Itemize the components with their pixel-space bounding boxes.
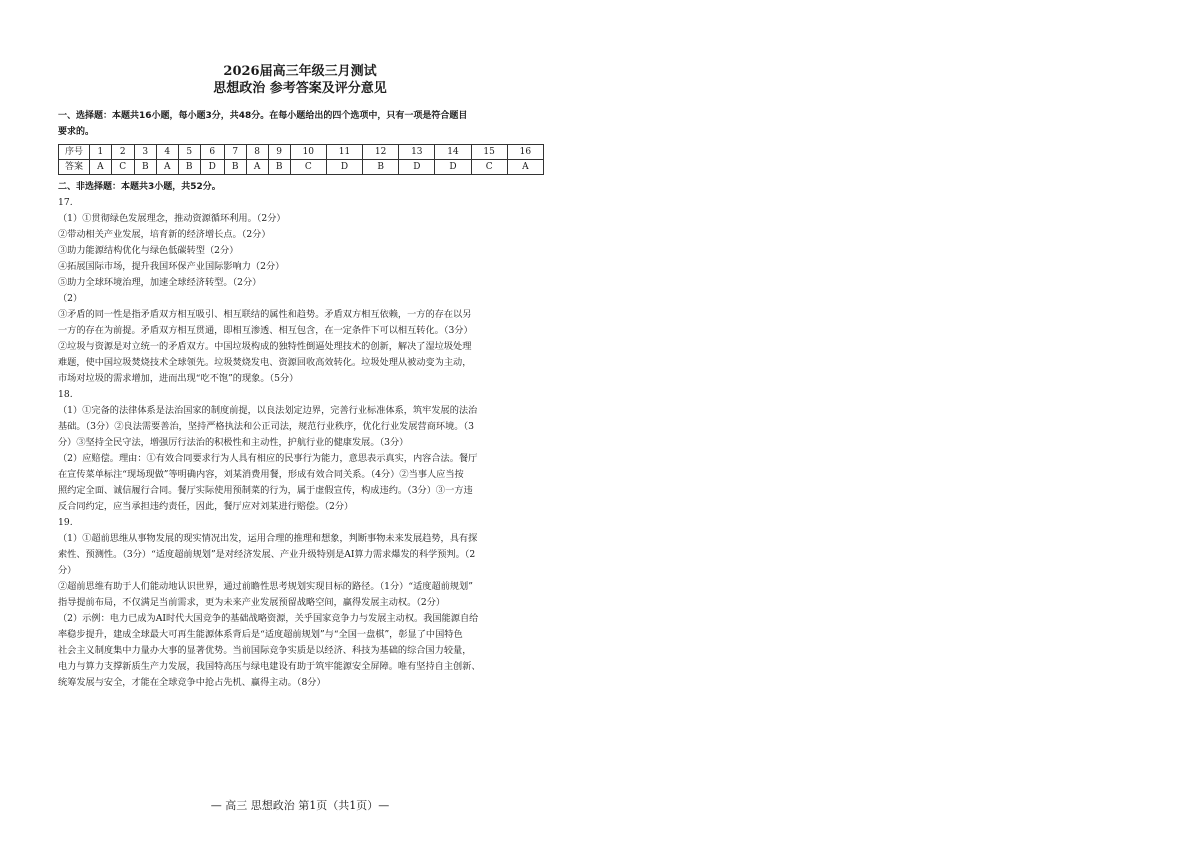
question-number: 8 bbox=[246, 145, 268, 160]
answer-line: ②带动相关产业发展，培育新的经济增长点。（2分） bbox=[58, 229, 271, 240]
row-label-number: 序号 bbox=[59, 145, 90, 160]
answer-line: （2）应赔偿。理由：①有效合同要求行为人具有相应的民事行为能力，意思表示真实，内容合法。餐厅 bbox=[58, 453, 478, 464]
question-number: 7 bbox=[224, 145, 246, 160]
answer-line: 照约定全面、诚信履行合同。餐厅实际使用预制菜的行为，属于虚假宣传，构成违约。（3分）③一方违 bbox=[58, 485, 473, 496]
answer-line: ④拓展国际市场，提升我国环保产业国际影响力（2分） bbox=[58, 261, 285, 272]
answer-content bbox=[58, 108, 546, 691]
answer-line: 社会主义制度集中力量办大事的显著优势。当前国际竞争实质是以经济、科技为基础的综合国力较量， bbox=[58, 645, 472, 656]
answer-line: 统筹发展与安全，才能在全球竞争中抢占先机、赢得主动。（8分） bbox=[58, 677, 326, 688]
answer-line: 在宣传菜单标注“现场现做”等明确内容，刘某消费用餐，形成有效合同关系。（4分）②当事人应当按 bbox=[58, 469, 464, 480]
answer-cell: A bbox=[156, 160, 178, 175]
question-number: 10 bbox=[290, 145, 326, 160]
question-number: 14 bbox=[435, 145, 471, 160]
question-number: 13 bbox=[399, 145, 435, 160]
answer-line: 分）③坚持全民守法，增强厉行法治的积极性和主动性，护航行业的健康发展。（3分） bbox=[58, 437, 409, 448]
answer-cell: B bbox=[268, 160, 290, 175]
answer-cell: A bbox=[507, 160, 543, 175]
question-number: 15 bbox=[471, 145, 507, 160]
question-number: 2 bbox=[111, 145, 134, 160]
row-label-answer: 答案 bbox=[59, 160, 90, 175]
section2-heading: 二、非选择题：本题共3小题，共52分。 bbox=[58, 182, 221, 192]
question-number: 3 bbox=[134, 145, 156, 160]
answer-line: 索性、预测性。（3分）“适度超前规划”是对经济发展、产业升级特别是AI算力需求爆发的科学预判。（2 bbox=[58, 549, 476, 560]
answer-line: ②超前思维有助于人们能动地认识世界，通过前瞻性思考规划实现目标的路径。（1分）“适度超前规划” bbox=[58, 581, 473, 592]
question-number: 9 bbox=[268, 145, 290, 160]
answer-line: 指导提前布局，不仅满足当前需求，更为未来产业发展预留战略空间，赢得发展主动权。（2分） bbox=[58, 597, 446, 608]
answer-line: （2） bbox=[58, 293, 83, 304]
question-number: 4 bbox=[156, 145, 178, 160]
number-row bbox=[59, 145, 544, 160]
page-subtitle: 思想政治 参考答案及评分意见 bbox=[213, 81, 387, 96]
answer-line: （2）示例：电力已成为AI时代大国竞争的基础战略资源，关乎国家竞争力与发展主动权。我国能源自给 bbox=[58, 613, 479, 624]
answer-line: ③矛盾的同一性是指矛盾双方相互吸引、相互联结的属性和趋势。矛盾双方相互依赖，一方的存在以另 bbox=[58, 309, 472, 320]
answer-cell: D bbox=[399, 160, 435, 175]
answer-line: 市场对垃圾的需求增加，进而出现“吃不饱”的现象。（5分） bbox=[58, 373, 299, 384]
answer-line: 率稳步提升，建成全球最大可再生能源体系背后是“适度超前规划”与“全国一盘棋”，彰显了中国特色 bbox=[58, 629, 463, 640]
answer-row bbox=[59, 160, 544, 175]
section1-heading-line2: 要求的。 bbox=[58, 127, 95, 137]
answer-line: ③助力能源结构优化与绿色低碳转型（2分） bbox=[58, 245, 239, 256]
answer-line: ⑤助力全球环境治理，加速全球经济转型。（2分） bbox=[58, 277, 262, 288]
answer-line: （1）①完备的法律体系是法治国家的制度前提，以良法划定边界，完善行业标准体系，筑牢发展的法治 bbox=[58, 405, 478, 416]
answer-cell: B bbox=[178, 160, 200, 175]
question-number: 12 bbox=[363, 145, 399, 160]
answer-line: 17. bbox=[58, 197, 73, 208]
question-number: 5 bbox=[178, 145, 200, 160]
page-footer: — 高三 思想政治 第1页（共1页）— bbox=[210, 799, 390, 812]
answer-line: 18. bbox=[58, 389, 73, 400]
page-title: 2026届高三年级三月测试 bbox=[223, 64, 377, 79]
answer-line: 一方的存在为前提。矛盾双方相互贯通，即相互渗透、相互包含，在一定条件下可以相互转化。（3分） bbox=[58, 325, 473, 336]
answer-line: 反合同约定，应当承担违约责任，因此，餐厅应对刘某进行赔偿。（2分） bbox=[58, 501, 354, 512]
question-number: 6 bbox=[200, 145, 224, 160]
answer-cell: C bbox=[290, 160, 326, 175]
answer-cell: D bbox=[326, 160, 362, 175]
section1-heading-line1: 一、选择题：本题共16小题，每小题3分，共48分。在每小题给出的四个选项中，只有一项是符合题目 bbox=[58, 111, 468, 121]
answer-cell: C bbox=[111, 160, 134, 175]
answer-cell: A bbox=[90, 160, 112, 175]
question-number: 11 bbox=[326, 145, 362, 160]
answer-cell: C bbox=[471, 160, 507, 175]
answer-line: 19. bbox=[58, 517, 73, 528]
question-number: 16 bbox=[507, 145, 543, 160]
answer-cell: D bbox=[435, 160, 471, 175]
answer-line: 难题，使中国垃圾焚烧技术全球领先。垃圾焚烧发电、资源回收高效转化。垃圾处理从被动变为主动， bbox=[58, 357, 472, 368]
answer-table bbox=[58, 144, 544, 175]
answer-line: （1）①超前思维从事物发展的现实情况出发，运用合理的推理和想象，判断事物未来发展趋势，具有探 bbox=[58, 533, 478, 544]
answer-line: （1）①贯彻绿色发展理念，推动资源循环利用。（2分） bbox=[58, 213, 286, 224]
answer-cell: D bbox=[200, 160, 224, 175]
answer-cell: B bbox=[363, 160, 399, 175]
answer-cell: B bbox=[224, 160, 246, 175]
answer-line: 基础。（3分）②良法需要善治，坚持严格执法和公正司法，规范行业秩序，优化行业发展营商环境。（3 bbox=[58, 421, 474, 432]
answer-line: ②垃圾与资源是对立统一的矛盾双方。中国垃圾构成的独特性倒逼处理技术的创新，解决了湿垃圾处理 bbox=[58, 341, 472, 352]
answer-cell: B bbox=[134, 160, 156, 175]
answer-cell: A bbox=[246, 160, 268, 175]
question-number: 1 bbox=[90, 145, 112, 160]
answer-line: 分） bbox=[58, 565, 77, 576]
answer-line: 电力与算力支撑新质生产力发展，我国特高压与绿电建设有助于筑牢能源安全屏障。唯有坚持自主创新、 bbox=[58, 661, 481, 672]
